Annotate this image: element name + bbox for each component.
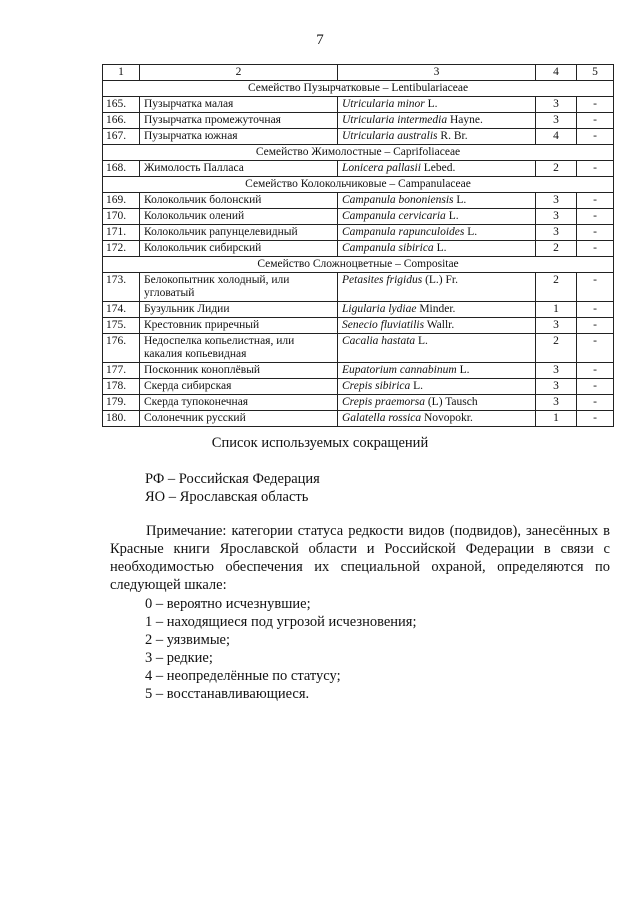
table-row xyxy=(103,273,614,302)
author: L. xyxy=(456,364,470,376)
russian-name: Колокольчик болонский xyxy=(140,193,338,209)
table-row xyxy=(103,97,614,113)
row-number: 165. xyxy=(103,97,140,113)
abbreviation-item: РФ – Российская Федерация xyxy=(145,471,320,487)
category: 4 xyxy=(536,129,577,145)
rf-mark: - xyxy=(577,379,614,395)
row-number: 180. xyxy=(103,411,140,427)
russian-name: Колокольчик рапунцелевидный xyxy=(140,225,338,241)
author: (L.) Fr. xyxy=(422,274,458,286)
latin-name: Campanula rapunculoides xyxy=(342,226,465,238)
latin-name: Ligularia lydiae xyxy=(342,303,417,315)
latin-name-cell xyxy=(338,113,536,129)
family-row xyxy=(103,257,614,273)
rf-mark: - xyxy=(577,411,614,427)
category: 3 xyxy=(536,193,577,209)
family-heading: Семейство Жимолостные – Caprifoliaceae xyxy=(103,145,614,161)
rf-mark: - xyxy=(577,241,614,257)
row-number: 171. xyxy=(103,225,140,241)
category: 3 xyxy=(536,318,577,334)
row-number: 173. xyxy=(103,273,140,302)
russian-name: Бузульник Лидии xyxy=(140,302,338,318)
row-number: 176. xyxy=(103,334,140,363)
header-cell: 5 xyxy=(577,65,614,81)
category: 3 xyxy=(536,363,577,379)
row-number: 169. xyxy=(103,193,140,209)
author: R. Br. xyxy=(437,130,468,142)
russian-name: Недоспелка копьелистная, или какалия копьевидная xyxy=(140,334,338,363)
table-row xyxy=(103,225,614,241)
category: 2 xyxy=(536,241,577,257)
table-row xyxy=(103,129,614,145)
table-row xyxy=(103,209,614,225)
latin-name: Eupatorium cannabinum xyxy=(342,364,457,376)
rf-mark: - xyxy=(577,209,614,225)
author: L. xyxy=(424,98,438,110)
russian-name: Пузырчатка малая xyxy=(140,97,338,113)
rf-mark: - xyxy=(577,395,614,411)
author: L. xyxy=(410,380,424,392)
russian-name: Колокольчик олений xyxy=(140,209,338,225)
author: L. xyxy=(453,194,467,206)
table-header-row xyxy=(103,65,614,81)
table-row xyxy=(103,334,614,363)
table-row xyxy=(103,395,614,411)
scale-item: 1 – находящиеся под угрозой исчезновения; xyxy=(145,614,417,630)
category: 1 xyxy=(536,411,577,427)
latin-name: Campanula cervicaria xyxy=(342,210,446,222)
latin-name: Galatella rossica xyxy=(342,412,422,424)
latin-name-cell xyxy=(338,334,536,363)
row-number: 166. xyxy=(103,113,140,129)
category: 3 xyxy=(536,113,577,129)
russian-name: Колокольчик сибирский xyxy=(140,241,338,257)
rf-mark: - xyxy=(577,318,614,334)
family-heading: Семейство Пузырчатковые – Lentibulariaceae xyxy=(103,81,614,97)
russian-name: Посконник коноплёвый xyxy=(140,363,338,379)
latin-name: Utricularia minor xyxy=(342,98,425,110)
table-row xyxy=(103,411,614,427)
abbreviation-item: ЯО – Ярославская область xyxy=(145,489,309,505)
table-row xyxy=(103,363,614,379)
latin-name-cell xyxy=(338,273,536,302)
rf-mark: - xyxy=(577,363,614,379)
family-row xyxy=(103,177,614,193)
russian-name: Пузырчатка промежуточная xyxy=(140,113,338,129)
latin-name-cell xyxy=(338,395,536,411)
scale-item: 4 – неопределённые по статусу; xyxy=(145,668,341,684)
table-row xyxy=(103,113,614,129)
header-cell: 2 xyxy=(140,65,338,81)
rf-mark: - xyxy=(577,113,614,129)
table-row xyxy=(103,241,614,257)
scale-item: 3 – редкие; xyxy=(145,650,213,666)
table-row xyxy=(103,193,614,209)
note-paragraph xyxy=(110,522,610,594)
russian-name: Солонечник русский xyxy=(140,411,338,427)
species-table xyxy=(102,64,614,427)
scale-item: 0 – вероятно исчезнувшие; xyxy=(145,596,311,612)
russian-name: Скерда сибирская xyxy=(140,379,338,395)
author: Wallr. xyxy=(424,319,455,331)
author: Novopokr. xyxy=(421,412,473,424)
category: 3 xyxy=(536,209,577,225)
latin-name-cell xyxy=(338,363,536,379)
header-cell: 3 xyxy=(338,65,536,81)
family-row xyxy=(103,145,614,161)
category: 2 xyxy=(536,273,577,302)
category: 3 xyxy=(536,225,577,241)
header-cell: 1 xyxy=(103,65,140,81)
rf-mark: - xyxy=(577,225,614,241)
table-row xyxy=(103,318,614,334)
latin-name-cell xyxy=(338,379,536,395)
rf-mark: - xyxy=(577,273,614,302)
latin-name: Utricularia australis xyxy=(342,130,438,142)
category: 2 xyxy=(536,334,577,363)
category: 3 xyxy=(536,379,577,395)
russian-name: Жимолость Палласа xyxy=(140,161,338,177)
row-number: 168. xyxy=(103,161,140,177)
latin-name: Cacalia hastata xyxy=(342,335,416,347)
latin-name: Campanula bononiensis xyxy=(342,194,454,206)
latin-name-cell xyxy=(338,225,536,241)
latin-name-cell xyxy=(338,318,536,334)
russian-name: Белокопытник холодный, или угловатый xyxy=(140,273,338,302)
latin-name-cell xyxy=(338,209,536,225)
author: Minder. xyxy=(416,303,456,315)
row-number: 172. xyxy=(103,241,140,257)
author: L. xyxy=(433,242,447,254)
row-number: 175. xyxy=(103,318,140,334)
header-cell: 4 xyxy=(536,65,577,81)
family-row xyxy=(103,81,614,97)
row-number: 167. xyxy=(103,129,140,145)
author: L. xyxy=(464,226,478,238)
russian-name: Крестовник приречный xyxy=(140,318,338,334)
latin-name: Lonicera pallasii xyxy=(342,162,421,174)
author: L. xyxy=(415,335,428,347)
rf-mark: - xyxy=(577,129,614,145)
latin-name: Utricularia intermedia xyxy=(342,114,448,126)
latin-name-cell xyxy=(338,411,536,427)
scale-item: 5 – восстанавливающиеся. xyxy=(145,686,310,702)
latin-name-cell xyxy=(338,302,536,318)
rf-mark: - xyxy=(577,193,614,209)
table-row xyxy=(103,379,614,395)
latin-name-cell xyxy=(338,161,536,177)
latin-name-cell xyxy=(338,129,536,145)
family-heading: Семейство Сложноцветные – Compositae xyxy=(103,257,614,273)
category: 3 xyxy=(536,395,577,411)
russian-name: Скерда тупоконечная xyxy=(140,395,338,411)
latin-name-cell xyxy=(338,97,536,113)
rf-mark: - xyxy=(577,334,614,363)
row-number: 179. xyxy=(103,395,140,411)
category: 2 xyxy=(536,161,577,177)
table-row xyxy=(103,161,614,177)
author: Hayne. xyxy=(447,114,483,126)
category: 1 xyxy=(536,302,577,318)
author: (L) Tausch xyxy=(424,396,478,408)
russian-name: Пузырчатка южная xyxy=(140,129,338,145)
table-row xyxy=(103,302,614,318)
note-text: Примечание: категории статуса редкости видов (подвидов), занесённых в Красные книги Ярославской области и Российской Федерации в связи с необходимостью обеспечения их специальной охраной, определяются по следующей шкале: xyxy=(110,523,610,593)
rf-mark: - xyxy=(577,302,614,318)
category: 3 xyxy=(536,97,577,113)
author: Lebed. xyxy=(420,162,456,174)
latin-name: Crepis praemorsa xyxy=(342,396,425,408)
row-number: 177. xyxy=(103,363,140,379)
page-number: 7 xyxy=(316,32,324,48)
author: L. xyxy=(445,210,459,222)
latin-name: Petasites frigidus xyxy=(342,274,423,286)
row-number: 174. xyxy=(103,302,140,318)
family-heading: Семейство Колокольчиковые – Campanulaceae xyxy=(103,177,614,193)
row-number: 178. xyxy=(103,379,140,395)
scale-item: 2 – уязвимые; xyxy=(145,632,231,648)
abbreviations-title: Список используемых сокращений xyxy=(211,435,429,451)
latin-name-cell xyxy=(338,193,536,209)
rf-mark: - xyxy=(577,161,614,177)
latin-name-cell xyxy=(338,241,536,257)
latin-name: Senecio fluviatilis xyxy=(342,319,425,331)
row-number: 170. xyxy=(103,209,140,225)
rf-mark: - xyxy=(577,97,614,113)
latin-name: Crepis sibirica xyxy=(342,380,411,392)
latin-name: Campanula sibirica xyxy=(342,242,434,254)
